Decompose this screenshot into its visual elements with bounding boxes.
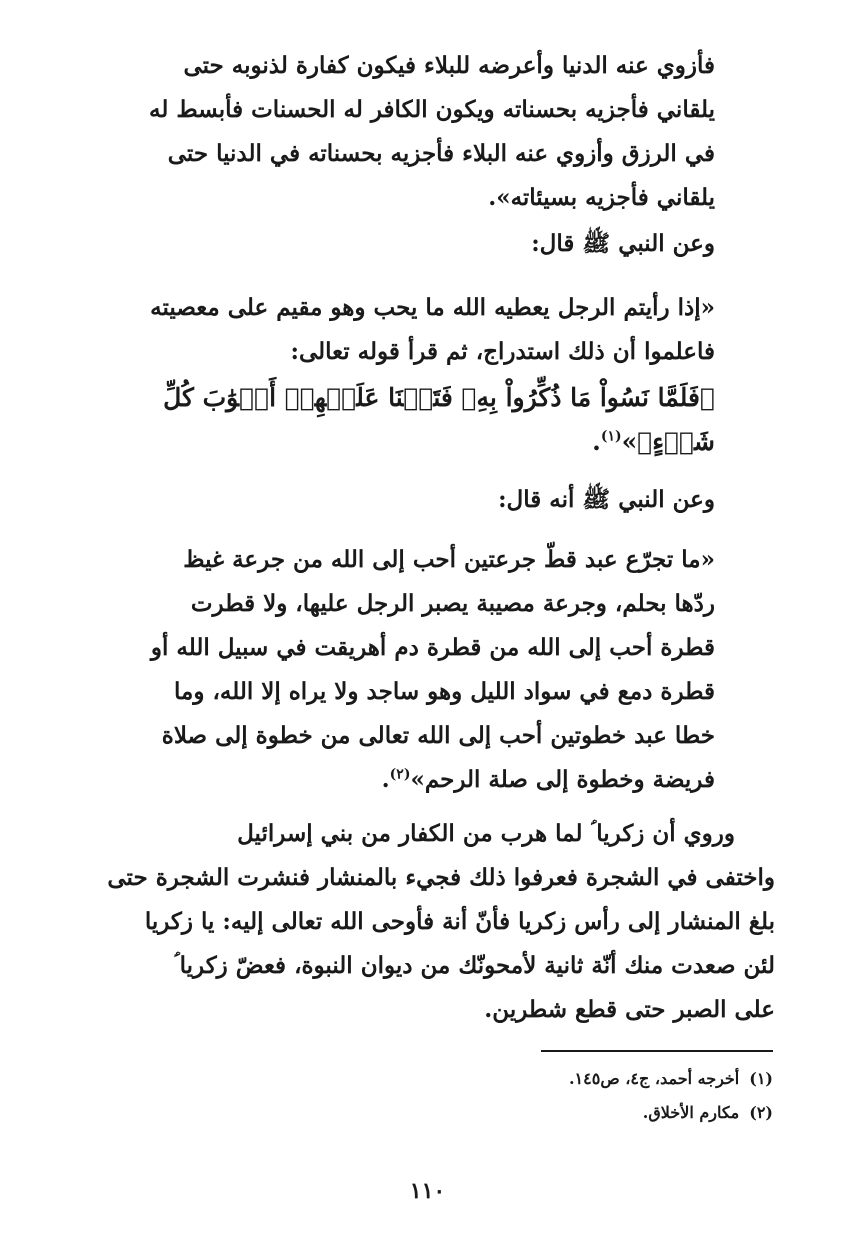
footnote-item — [453, 1096, 773, 1130]
hadith-quote — [125, 286, 715, 374]
text-line: فاعلموا أن ذلك استدراج، ثم قرأ قوله تعالى: — [290, 338, 715, 365]
text-line: يلقاني فأجزيه بسيئاته». — [488, 184, 715, 211]
hadith-quote — [125, 538, 715, 802]
footnote-text: أخرجه أحمد، ج٤، ص١٤٥. — [568, 1069, 740, 1088]
narrative-paragraph — [80, 812, 775, 1032]
text-line: لئن صعدت منك أنّة ثانية لأمحونّك من ديوان النبوة، فعضّ زكريا ؑ — [173, 952, 775, 979]
footnote-number: (٢) — [749, 1103, 773, 1122]
footnote-divider — [541, 1050, 773, 1052]
text-line: «ما تجرّع عبد قطّ جرعتين أحب إلى الله من جرعة غيظ — [183, 546, 715, 573]
verse-line: ﴿فَلَمَّا نَسُواْ مَا ذُكِّرُواْ بِهِۦ فَتَحۡنَا عَلَيۡهِمۡ أَبۡوَٰبَ كُلِّ — [163, 383, 715, 412]
narration-intro — [65, 478, 715, 522]
footnotes — [453, 1062, 773, 1130]
text-line: وعن النبي ﷺ أنه قال: — [498, 486, 715, 513]
footnote-number: (١) — [749, 1069, 773, 1088]
text-line: واختفى في الشجرة فعرفوا ذلك فجيء بالمنشار فنشرت الشجرة حتى — [107, 864, 775, 891]
text-line: ردّها بحلم، وجرعة مصيبة يصبر الرجل عليها، ولا قطرت — [190, 590, 715, 617]
text-line: في الرزق وأزوي عنه البلاء فأجزيه بحسناته في الدنيا حتى — [167, 140, 715, 167]
hadith-continuation — [125, 44, 715, 220]
footnote-ref: (١) — [600, 428, 622, 445]
verse-line-end — [125, 420, 715, 464]
period: . — [592, 427, 601, 456]
text-line: قطرة دمع في سواد الليل وهو ساجد ولا يراه إلا الله، وما — [174, 678, 715, 705]
footnote-item — [453, 1062, 773, 1096]
text-line: على الصبر حتى قطع شطرين. — [484, 996, 775, 1023]
verse-end-text: شَيۡءٍ﴾» — [621, 427, 715, 456]
text-line: «إذا رأيتم الرجل يعطيه الله ما يحب وهو مقيم على معصيته — [150, 294, 715, 321]
page-number: ١١٠ — [409, 1178, 446, 1204]
footnote-ref: (٢) — [389, 766, 411, 783]
quran-verse — [125, 376, 715, 464]
footnote-text: مكارم الأخلاق. — [642, 1103, 740, 1122]
text-line: خطا عبد خطوتين أحب إلى الله تعالى من خطوة إلى صلاة — [161, 722, 715, 749]
last-line-text: فريضة وخطوة إلى صلة الرحم» — [410, 766, 715, 793]
text-line-last — [125, 758, 715, 802]
text-line: يلقاني فأجزيه بحسناته ويكون الكافر له الحسنات فأبسط له — [149, 96, 715, 123]
period: . — [381, 766, 390, 793]
text-line: وروي أن زكريا ؑ لما هرب من الكفار من بني إسرائيل — [237, 820, 735, 847]
narration-intro — [65, 222, 715, 266]
text-line: فأزوي عنه الدنيا وأعرضه للبلاء فيكون كفارة لذنوبه حتى — [183, 52, 715, 79]
text-line: قطرة أحب إلى الله من قطرة دم أهريقت في سبيل الله أو — [150, 634, 715, 661]
text-line: بلغ المنشار إلى رأس زكريا فأنّ أنة فأوحى الله تعالى إليه: يا زكريا — [144, 908, 775, 935]
text-line: وعن النبي ﷺ قال: — [531, 230, 715, 257]
